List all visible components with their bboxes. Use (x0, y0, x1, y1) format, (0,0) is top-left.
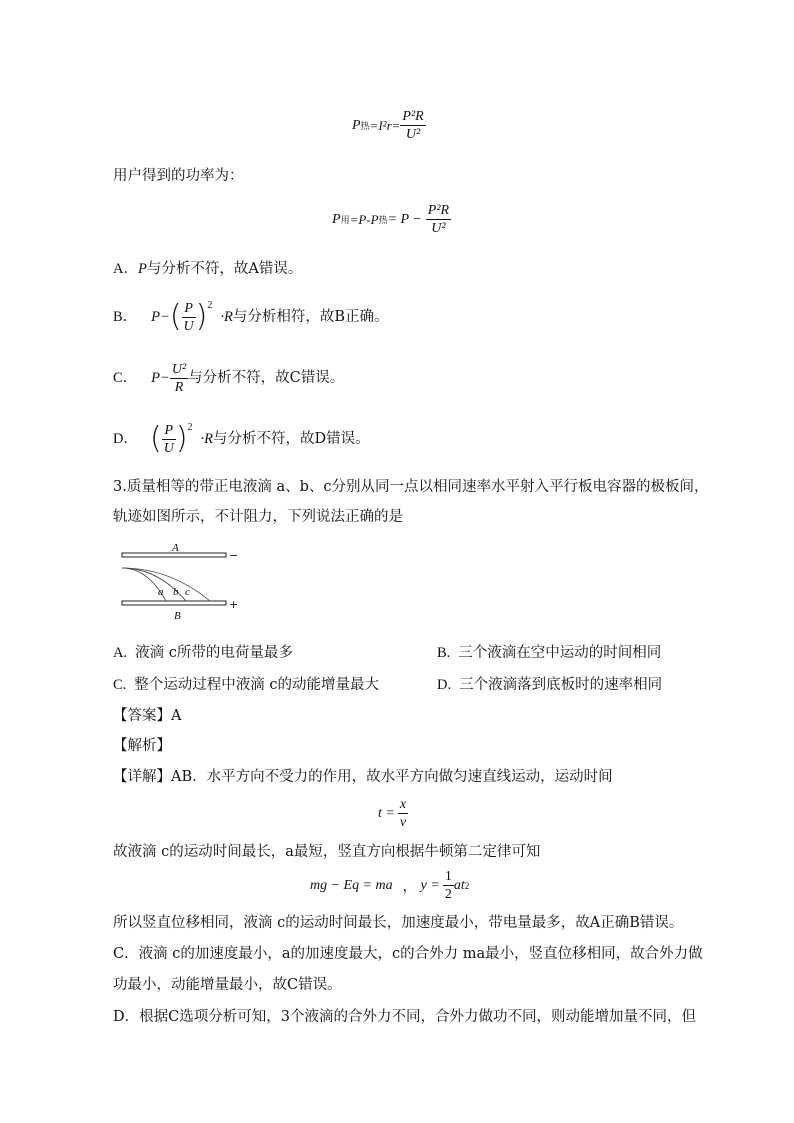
equation-heat-loss: P 热 =I²r= $\frac{\text{P²R}}{\text{U²}}$ (352, 109, 424, 142)
drop-b-label: b (173, 586, 179, 598)
drop-a-label: a (158, 586, 164, 598)
detail-line-6: D．根据C选项分析可知，3个液滴的合外力不同，合外力做功不同，则动能增加量不同，但 (113, 1009, 696, 1025)
right-paren: ) (175, 421, 188, 456)
detail-line-2: 故液滴 c的运动时间最长，a最短，竖直方向根据牛顿第二定律可知 (113, 844, 541, 860)
fraction: $\frac{\text{P²R}}{\text{U²}}$ (402, 109, 424, 142)
fraction: $\frac{1}{2}$ (444, 869, 452, 902)
question-3-stem-line2: 轨迹如图所示，不计阻力，下列说法正确的是 (113, 509, 403, 525)
left-paren: ( (149, 421, 162, 456)
answer: 【答案】A (113, 708, 182, 724)
equation-user-power: P 用 =P-P 热 = P − $\frac{\text{P²R}}{\text{U²}}$ (332, 203, 450, 236)
detail-line-3: 所以竖直位移相同，液滴 c的运动时间最长，加速度最小，带电量最多，故A正确B错误。 (113, 915, 684, 931)
plate-top-label: A (172, 542, 179, 554)
plus-sign: + (229, 598, 239, 611)
left-paren: ( (169, 299, 182, 334)
question-3-stem-line1: 3.质量相等的带正电液滴 a、b、c分别从同一点以相同速率水平射入平行板电容器的极板间， (113, 479, 709, 495)
equation-time: t = $\frac{x}{v}$ (378, 797, 407, 830)
fraction: $\frac{\text{U²}}{R}$ (171, 361, 187, 395)
option-b-analysis: B． P− ( $\frac{P}{U}$ ) 2 ·R 与分析相符，故B正确。 (113, 299, 389, 334)
capacitor-diagram (118, 540, 248, 622)
option-a-analysis: A．P与分析不符，故A错误。 (113, 261, 303, 277)
fraction: $\frac{P}{U}$ (163, 422, 174, 456)
option-c-analysis: C． P− $\frac{\text{U²}}{R}$ 与分析不符，故C错误。 (113, 361, 345, 395)
equation-newton: mg − Eq = ma ， y = $\frac{1}{2}$ at 2 (310, 869, 470, 902)
drop-c-label: c (185, 586, 190, 598)
fraction: $\frac{\text{P²R}}{\text{U²}}$ (427, 203, 450, 236)
option-d-analysis: D． ( $\frac{P}{U}$ ) 2 ·R 与分析不符，故D错误。 (113, 421, 370, 456)
choice-a: A. 液滴 c所带的电荷量最多 (113, 645, 293, 661)
fraction: $\frac{P}{U}$ (183, 300, 194, 334)
paragraph: 用户得到的功率为： (113, 168, 244, 184)
detail-line-5: 功最小，动能增量最小，故C错误。 (113, 977, 342, 993)
minus-sign: − (229, 549, 239, 562)
plate-bottom-label: B (174, 610, 181, 622)
fraction: $\frac{x}{v}$ (399, 797, 407, 830)
choice-c: C. 整个运动过程中液滴 c的动能增量最大 (113, 677, 380, 693)
right-paren: ) (195, 299, 208, 334)
bottom-plate (122, 601, 226, 605)
trajectory-c (122, 568, 210, 601)
choice-b: B. 三个液滴在空中运动的时间相同 (437, 645, 662, 661)
detail-line-4: C．液滴 c的加速度最小，a的加速度最大，c的合外力 ma最小，竖直位移相同，故合外力做 (113, 946, 703, 962)
detail-line-1: 【详解】AB．水平方向不受力的作用，故水平方向做匀速直线运动，运动时间 (113, 769, 613, 785)
choice-d: D. 三个液滴落到底板时的速率相同 (437, 677, 663, 693)
analysis-heading: 【解析】 (113, 738, 171, 754)
